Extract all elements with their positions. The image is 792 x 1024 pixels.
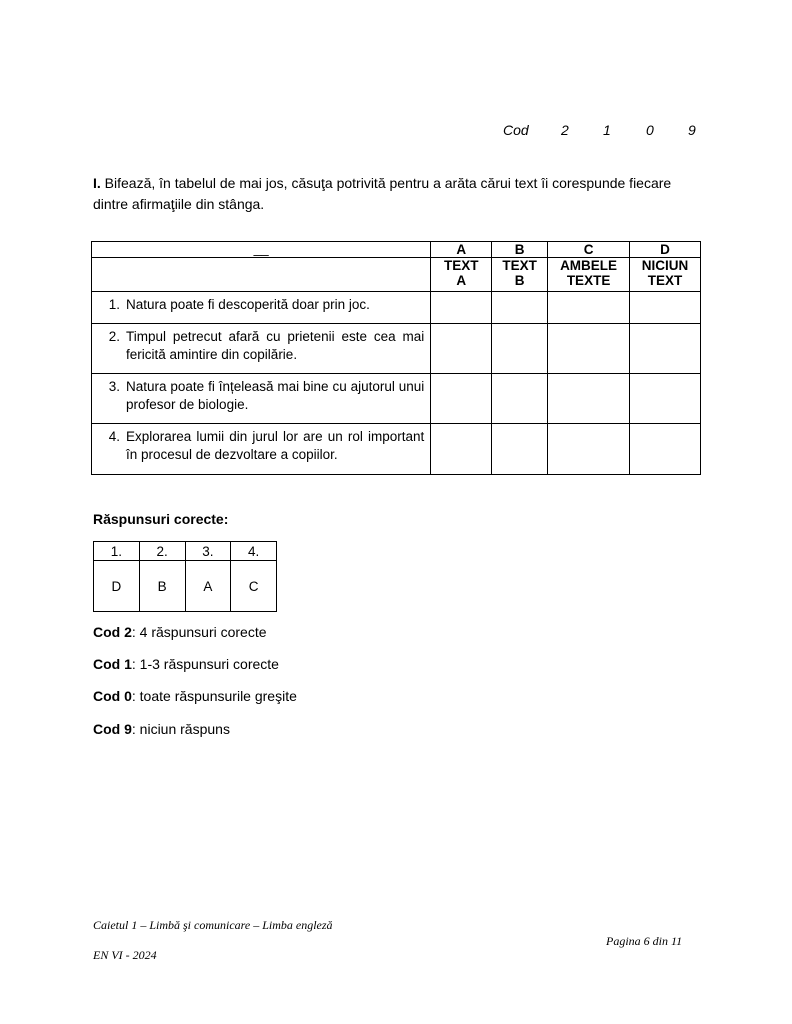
instruction-text: Bifează, în tabelul de mai jos, căsuţa potrivită pentru a arăta cărui text îi corespunde fiecare dintre afirmaţiile din stânga. [93, 175, 672, 212]
statement-cell [92, 424, 431, 475]
column-label: TEXT A [431, 258, 492, 292]
answer-checkbox-cell[interactable] [492, 324, 548, 374]
answer-checkbox-cell[interactable] [548, 424, 630, 475]
answer-number: 2. [139, 542, 185, 561]
answer-value: C [231, 561, 277, 612]
table-corner: __ [92, 242, 431, 258]
column-letter: A [431, 242, 492, 258]
answer-checkbox-cell[interactable] [548, 324, 630, 374]
scoring-code-label: Cod 9 [93, 721, 132, 737]
table-letter-row [92, 242, 701, 258]
scoring-code-text: : 1-3 răspunsuri corecte [131, 656, 279, 672]
code-value: 1 [603, 122, 611, 138]
instruction [93, 173, 703, 215]
statement-text: Timpul petrecut afară cu prietenii este cea mai fericită amintire din copilărie. [126, 329, 425, 362]
answer-checkbox-cell[interactable] [431, 374, 492, 424]
statement-number: 1. [108, 297, 120, 312]
column-label: AMBELE TEXTE [548, 258, 630, 292]
scoring-code-line [93, 656, 279, 672]
answer-checkbox-cell[interactable] [630, 324, 701, 374]
table-label-empty [92, 258, 431, 292]
answer-checkbox-cell[interactable] [492, 424, 548, 475]
column-letter: B [492, 242, 548, 258]
footer-page: Pagina 6 din 11 [606, 934, 683, 948]
table-row [92, 292, 701, 324]
answers-value-row [94, 561, 277, 612]
answer-value: D [94, 561, 140, 612]
answer-checkbox-cell[interactable] [492, 374, 548, 424]
code-value: 0 [646, 122, 654, 138]
column-label: NICIUN TEXT [630, 258, 701, 292]
statement-cell [92, 374, 431, 424]
table-label-row [92, 258, 701, 292]
answer-checkbox-cell[interactable] [431, 324, 492, 374]
column-letter: C [548, 242, 630, 258]
scoring-code-line [93, 688, 297, 704]
footer-exam: EN VI - 2024 [93, 948, 157, 962]
scoring-code-line [93, 721, 230, 737]
scoring-code-text: : 4 răspunsuri corecte [131, 624, 267, 640]
table-row [92, 374, 701, 424]
table-row [92, 324, 701, 374]
answer-checkbox-cell[interactable] [431, 292, 492, 324]
answer-checkbox-cell[interactable] [492, 292, 548, 324]
answers-title: Răspunsuri corecte: [93, 511, 229, 527]
answer-checkbox-cell[interactable] [431, 424, 492, 475]
answer-checkbox-cell[interactable] [548, 374, 630, 424]
answer-number: 4. [231, 542, 277, 561]
table-row [92, 424, 701, 475]
scoring-code-line [93, 624, 267, 640]
scoring-code-text: : niciun răspuns [131, 721, 230, 737]
column-letter: D [630, 242, 701, 258]
code-header-label: Cod [503, 122, 529, 138]
statement-cell [92, 292, 431, 324]
answer-value: A [185, 561, 231, 612]
statement-number: 4. [108, 429, 120, 444]
statement-number: 2. [108, 329, 120, 344]
answers-number-row [94, 542, 277, 561]
scoring-code-label: Cod 1 [93, 656, 132, 672]
code-value: 9 [688, 122, 696, 138]
column-label: TEXT B [492, 258, 548, 292]
answer-checkbox-cell[interactable] [630, 374, 701, 424]
scoring-code-text: : toate răspunsurile greşite [131, 688, 297, 704]
code-value: 2 [561, 122, 569, 138]
statement-cell [92, 324, 431, 374]
instruction-number: I. [93, 175, 101, 191]
statements-table [91, 241, 701, 475]
answer-value: B [139, 561, 185, 612]
statement-number: 3. [108, 379, 120, 394]
answer-checkbox-cell[interactable] [630, 424, 701, 475]
answer-checkbox-cell[interactable] [630, 292, 701, 324]
answer-number: 3. [185, 542, 231, 561]
answer-number: 1. [94, 542, 140, 561]
scoring-code-label: Cod 2 [93, 624, 132, 640]
statement-text: Natura poate fi înțeleasă mai bine cu ajutorul unui profesor de biologie. [126, 379, 425, 412]
answer-checkbox-cell[interactable] [548, 292, 630, 324]
footer-booklet: Caietul 1 – Limbă şi comunicare – Limba engleză [93, 918, 333, 932]
statement-text: Explorarea lumii din jurul lor are un rol important în procesul de dezvoltare a copiilor. [126, 429, 425, 462]
scoring-code-label: Cod 0 [93, 688, 132, 704]
answers-table [93, 541, 277, 612]
statement-text: Natura poate fi descoperită doar prin joc. [126, 297, 370, 312]
